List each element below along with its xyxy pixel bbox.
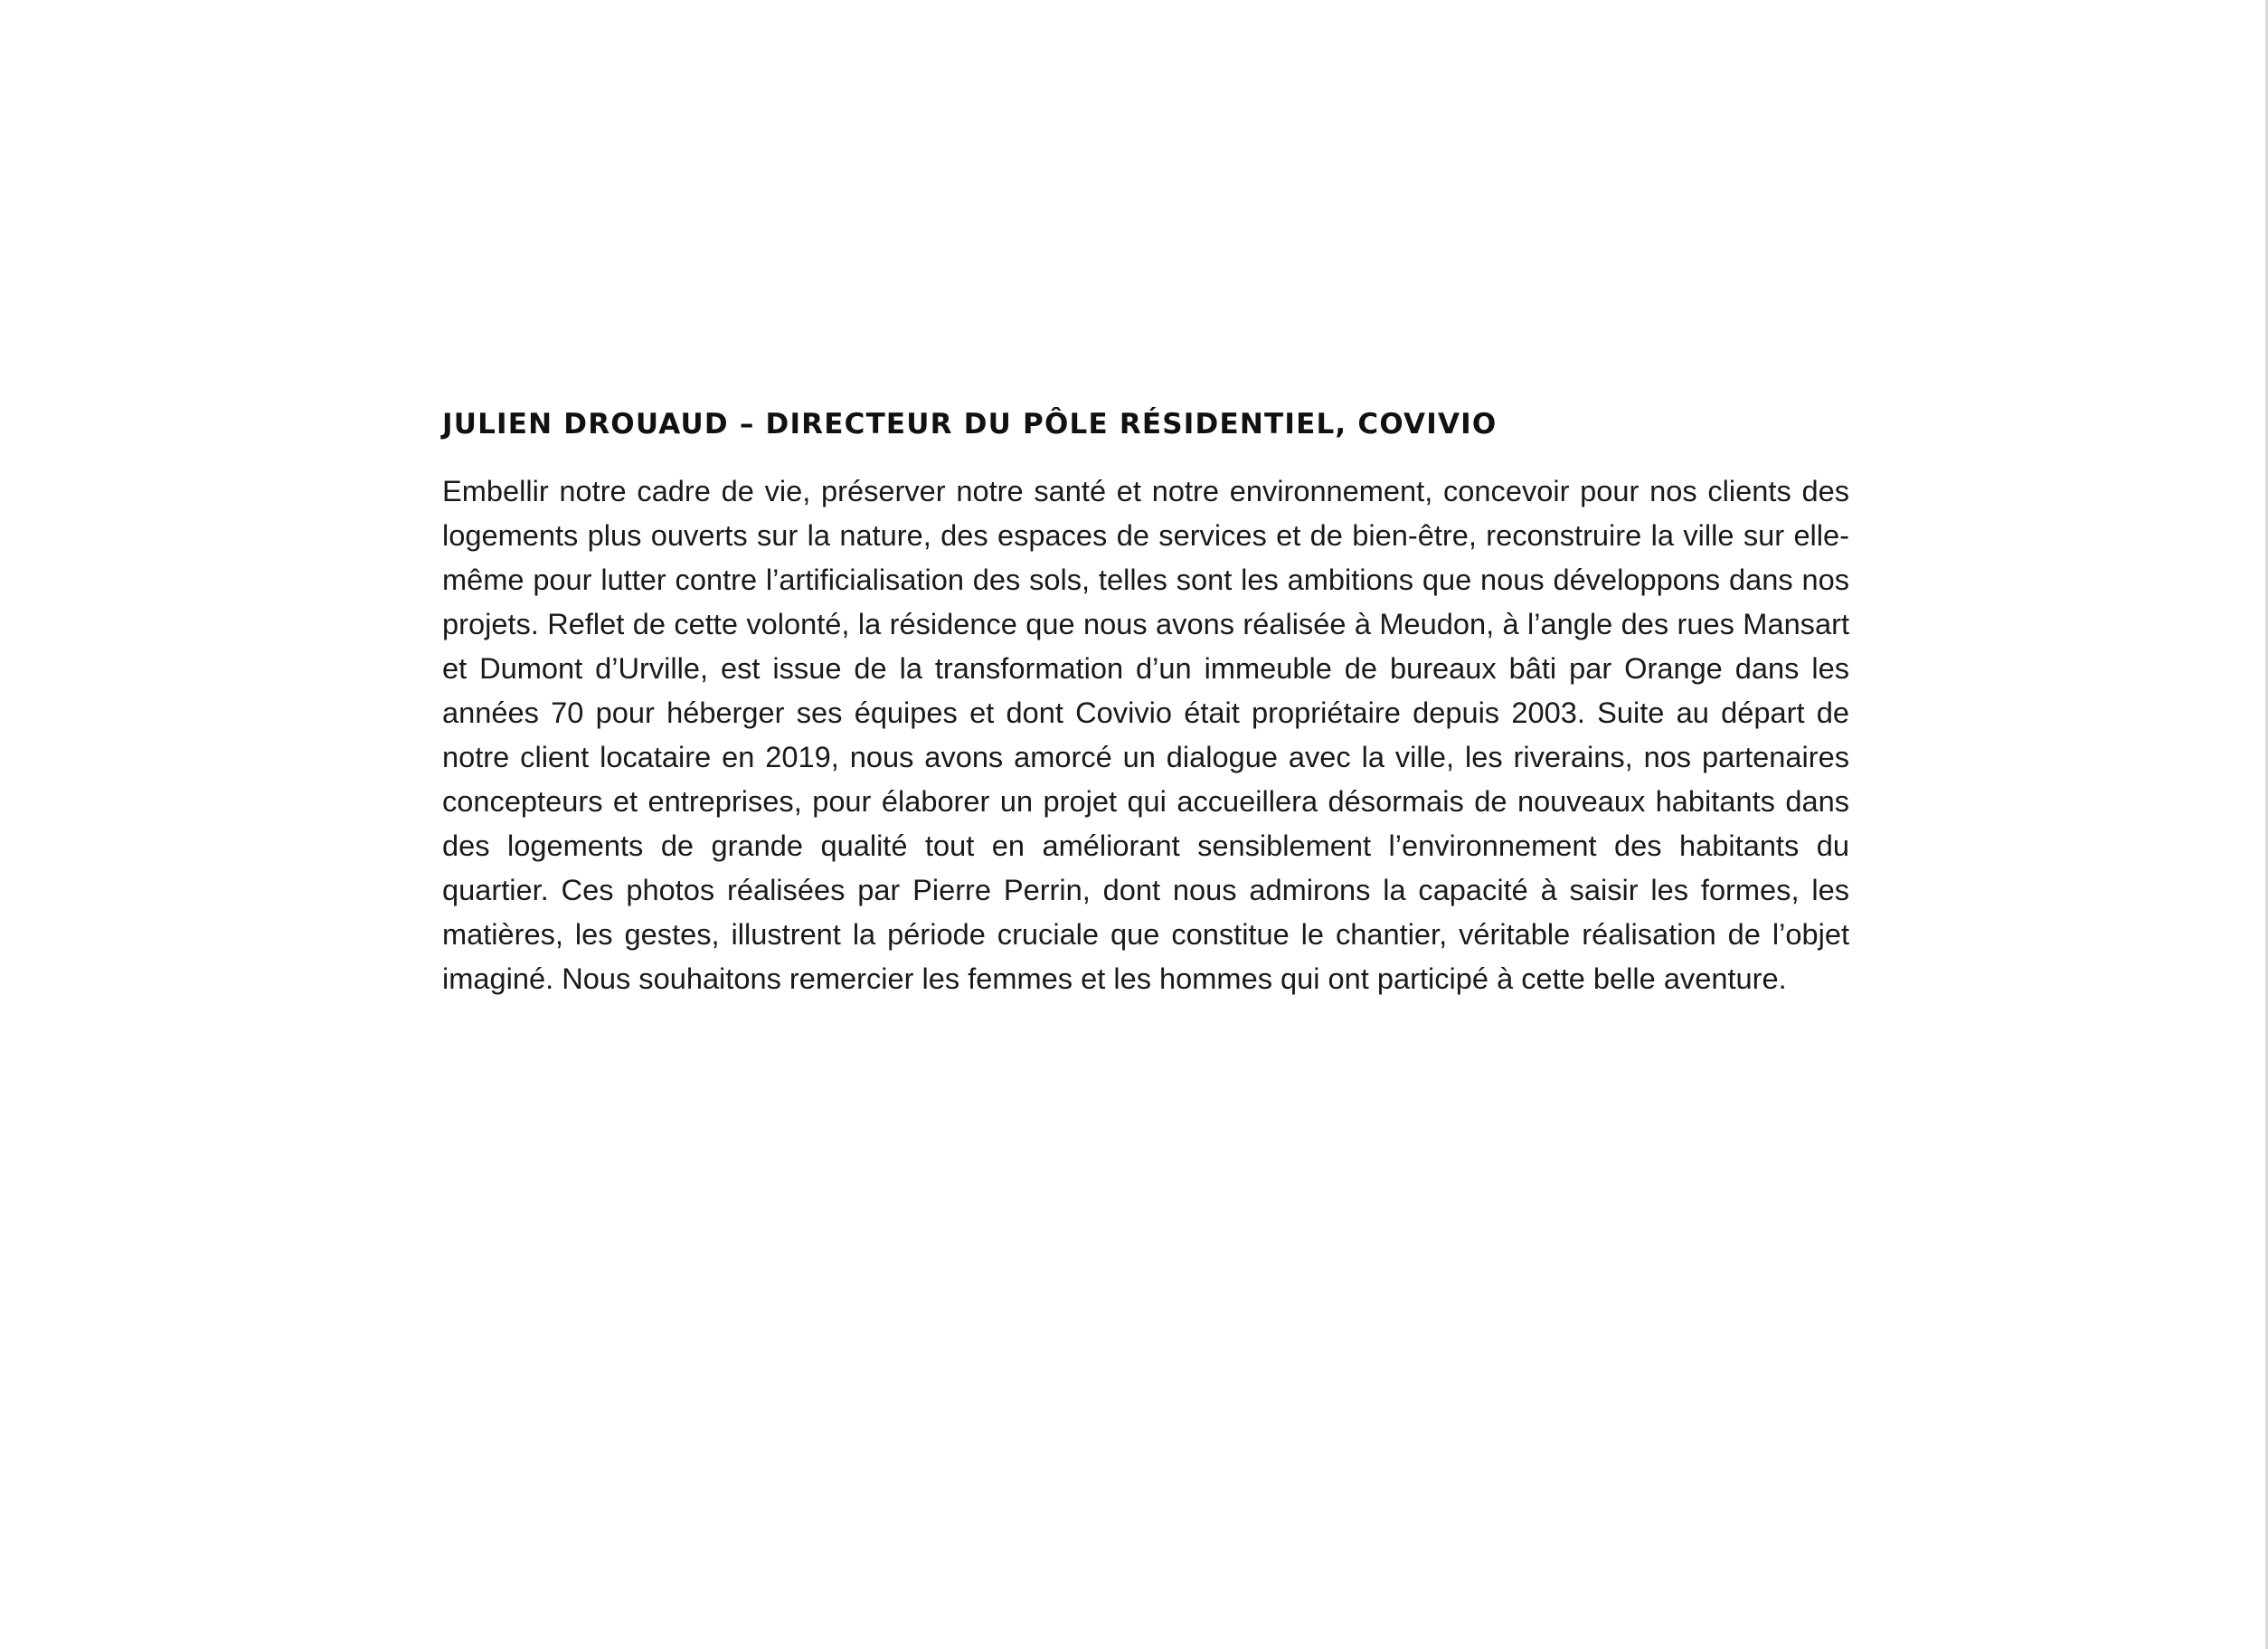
body-paragraph: Embellir notre cadre de vie, préserver notre santé et notre environnement, concevoir pour nos clients des logements plus ouverts sur la nature, des espaces de services et de bien-être, reconstruire la ville sur elle-même pour lutter contre l’artificialisation des sols, telles sont les ambitions que nous développons dans nos projets. Reflet de cette volonté, la résidence que nous avons réalisée à Meudon, à l’angle des rues Mansart et Dumont d’Urville, est issue de la transformation d’un immeuble de bureaux bâti par Orange dans les années 70 pour héberger ses équipes et dont Covivio était propriétaire depuis 2003. Suite au départ de notre client locataire en 2019, nous avons amorcé un dialogue avec la ville, les riverains, nos partenaires concepteurs et entreprises, pour élaborer un projet qui accueillera désormais de nouveaux habitants dans des logements de grande qualité tout en améliorant sensiblement l’environnement des habitants du quartier. Ces photos réalisées par Pierre Perrin, dont nous admirons la capacité à saisir les formes, les matières, les gestes, illustrent la période cruciale que constitue le chantier, véritable réalisation de l’objet imaginé. Nous souhaitons remercier les femmes et les hommes qui ont participé à cette belle aventure.	[442, 474, 1849, 995]
text-block	[442, 403, 1849, 1000]
author-heading: JULIEN DROUAUD – DIRECTEUR DU PÔLE RÉSIDENTIEL, COVIVIO	[442, 408, 1498, 441]
